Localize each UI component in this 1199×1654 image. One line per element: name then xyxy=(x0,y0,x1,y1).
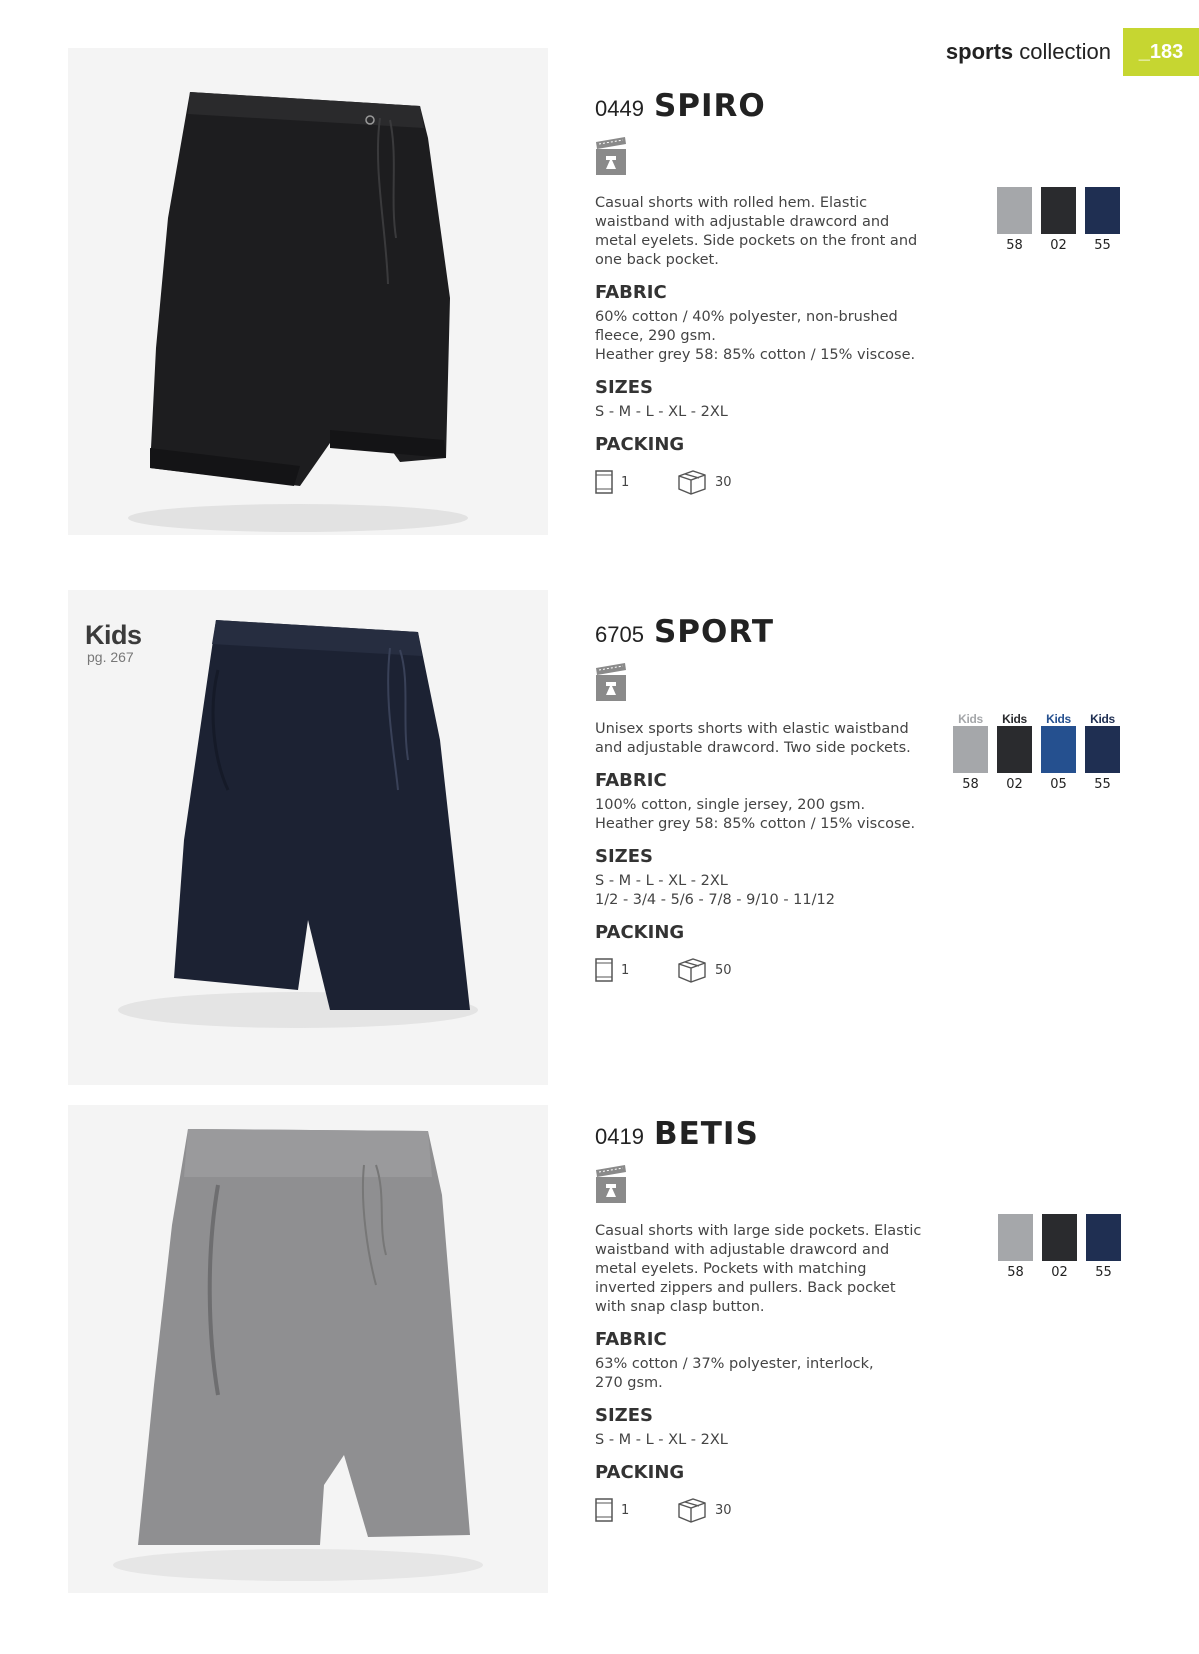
color-chip xyxy=(953,726,988,773)
sizes-text: S - M - L - XL - 2XL xyxy=(595,1432,728,1448)
color-code: 05 xyxy=(1050,777,1067,792)
swatch-55[interactable] xyxy=(1085,187,1120,253)
sizes-text: S - M - L - XL - 2XL xyxy=(595,404,728,420)
kids-tag: Kids xyxy=(1002,712,1027,726)
fabric-heading: FABRIC xyxy=(595,1329,667,1350)
pack-box xyxy=(677,469,732,495)
fabric-line: 100% cotton, single jersey, 200 gsm. xyxy=(595,797,866,813)
swatch-05[interactable] xyxy=(1041,712,1076,792)
product-photo-betis xyxy=(68,1105,548,1593)
sizes-text xyxy=(595,872,925,910)
color-chip xyxy=(1085,726,1120,773)
color-code: 02 xyxy=(1051,1265,1068,1280)
color-code: 58 xyxy=(1007,1265,1024,1280)
shorts-image xyxy=(68,48,548,535)
color-chip xyxy=(1085,187,1120,234)
kids-tag: Kids xyxy=(1046,712,1071,726)
page-number: _183 xyxy=(1123,28,1199,76)
color-code: 55 xyxy=(1094,777,1111,792)
box-icon xyxy=(677,469,707,495)
pack-box-count: 30 xyxy=(715,474,732,490)
pack-unit-count: 1 xyxy=(621,962,630,978)
sizes-heading: SIZES xyxy=(595,377,653,398)
sizes-line: S - M - L - XL - 2XL xyxy=(595,873,728,889)
kids-callout-title: Kids xyxy=(85,620,142,650)
product-name: SPIRO xyxy=(653,88,766,124)
box-icon xyxy=(677,1497,707,1523)
box-icon xyxy=(677,957,707,983)
sizes-heading: SIZES xyxy=(595,1405,653,1426)
rolled-hem-icon xyxy=(595,1164,627,1204)
swatch-02[interactable] xyxy=(1042,1214,1077,1280)
packing-heading: PACKING xyxy=(595,434,685,455)
rolled-hem-icon xyxy=(595,662,627,702)
packing-row xyxy=(595,469,925,495)
color-code: 58 xyxy=(962,777,979,792)
color-swatches xyxy=(998,1214,1121,1280)
pack-unit-count: 1 xyxy=(621,1502,630,1518)
product-photo-spiro xyxy=(68,48,548,535)
color-chip xyxy=(1086,1214,1121,1261)
kids-tag: Kids xyxy=(958,712,983,726)
bag-icon xyxy=(595,1498,613,1522)
color-chip xyxy=(997,726,1032,773)
swatch-58[interactable] xyxy=(953,712,988,792)
fabric-text xyxy=(595,308,925,365)
pack-unit-count: 1 xyxy=(621,474,630,490)
product-code: 6705 xyxy=(595,622,644,647)
bag-icon xyxy=(595,470,613,494)
pack-box xyxy=(677,957,732,983)
fabric-heading: FABRIC xyxy=(595,282,667,303)
swatch-55[interactable] xyxy=(1086,1214,1121,1280)
product-code: 0449 xyxy=(595,96,644,121)
bag-icon xyxy=(595,958,613,982)
fabric-text xyxy=(595,1355,925,1393)
swatch-58[interactable] xyxy=(998,1214,1033,1280)
fabric-line: 63% cotton / 37% polyester, interlock, xyxy=(595,1356,874,1372)
product-description: Unisex sports shorts with elastic waistband and adjustable drawcord. Two side pockets. xyxy=(595,721,911,756)
fabric-line: 60% cotton / 40% polyester, non-brushed fleece, 290 gsm. xyxy=(595,309,898,344)
sizes-line: 1/2 - 3/4 - 5/6 - 7/8 - 9/10 - 11/12 xyxy=(595,892,835,908)
fabric-line: 270 gsm. xyxy=(595,1375,663,1391)
product-name: BETIS xyxy=(653,1116,759,1152)
pack-unit xyxy=(595,1498,677,1522)
color-swatches xyxy=(997,187,1120,253)
product-name: SPORT xyxy=(653,614,774,650)
color-chip xyxy=(997,187,1032,234)
product-description: Casual shorts with large side pockets. Elastic waistband with adjustable drawcord and metal eyelets. Pockets with matching inverted zippers and pullers. Back pocket with snap clasp button. xyxy=(595,1223,922,1315)
shorts-image xyxy=(68,1105,548,1593)
product-title xyxy=(595,1116,925,1152)
swatch-02[interactable] xyxy=(1041,187,1076,253)
rolled-hem-icon xyxy=(595,136,627,176)
color-chip xyxy=(1041,187,1076,234)
kids-callout[interactable] xyxy=(85,620,142,665)
fabric-line: Heather grey 58: 85% cotton / 15% viscose. xyxy=(595,816,916,832)
page-header xyxy=(946,28,1199,76)
pack-unit xyxy=(595,470,677,494)
product-sport xyxy=(595,614,925,983)
kids-tag: Kids xyxy=(1090,712,1115,726)
packing-row xyxy=(595,957,925,983)
product-code: 0419 xyxy=(595,1124,644,1149)
color-code: 02 xyxy=(1050,238,1067,253)
color-code: 55 xyxy=(1095,1265,1112,1280)
product-title xyxy=(595,614,925,650)
color-code: 55 xyxy=(1094,238,1111,253)
pack-box xyxy=(677,1497,732,1523)
fabric-text xyxy=(595,796,925,834)
product-title xyxy=(595,88,925,124)
fabric-line: Heather grey 58: 85% cotton / 15% viscose. xyxy=(595,347,916,363)
packing-row xyxy=(595,1497,925,1523)
section-title-rest: collection xyxy=(1013,39,1111,64)
packing-heading: PACKING xyxy=(595,1462,685,1483)
color-code: 58 xyxy=(1006,238,1023,253)
swatch-58[interactable] xyxy=(997,187,1032,253)
section-title xyxy=(946,39,1111,65)
pack-unit xyxy=(595,958,677,982)
fabric-heading: FABRIC xyxy=(595,770,667,791)
color-chip xyxy=(998,1214,1033,1261)
section-title-bold: sports xyxy=(945,39,1014,64)
pack-box-count: 50 xyxy=(715,962,732,978)
product-spiro xyxy=(595,88,925,495)
color-chip xyxy=(1041,726,1076,773)
color-swatches xyxy=(953,712,1120,792)
pack-box-count: 30 xyxy=(715,1502,732,1518)
sizes-heading: SIZES xyxy=(595,846,653,867)
product-description: Casual shorts with rolled hem. Elastic waistband with adjustable drawcord and metal eyelets. Side pockets on the front and one back pocket. xyxy=(595,195,918,268)
kids-callout-page: pg. 267 xyxy=(87,649,134,665)
swatch-55[interactable] xyxy=(1085,712,1120,792)
color-chip xyxy=(1042,1214,1077,1261)
product-betis xyxy=(595,1116,925,1523)
color-code: 02 xyxy=(1006,777,1023,792)
packing-heading: PACKING xyxy=(595,922,685,943)
swatch-02[interactable] xyxy=(997,712,1032,792)
